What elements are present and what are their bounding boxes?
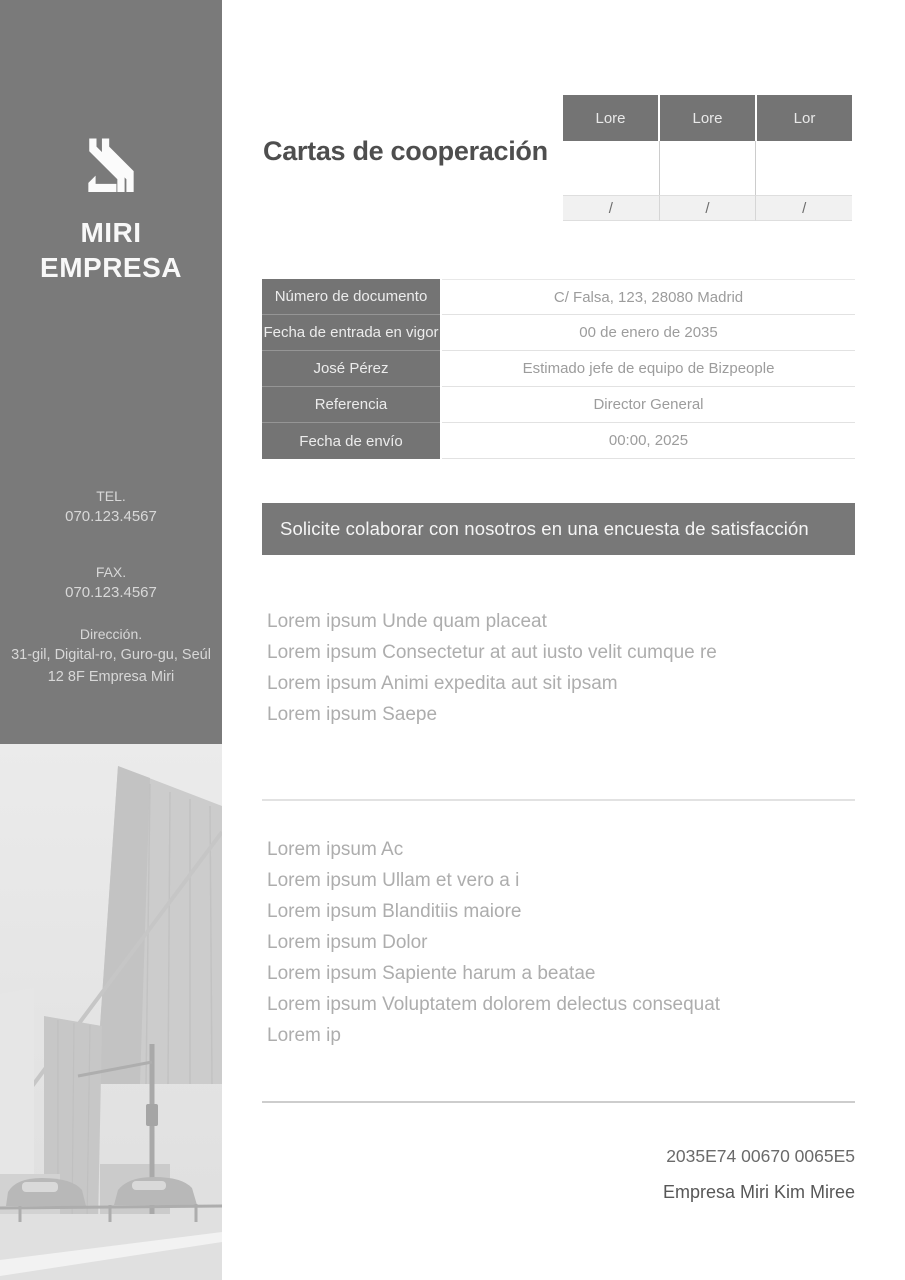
contact-address bbox=[0, 624, 222, 688]
sidebar bbox=[0, 0, 222, 1280]
mini-table-footer-cell: / bbox=[563, 195, 659, 221]
list-item: Lorem ipsum Dolor bbox=[267, 932, 428, 953]
list-item: Lorem ipsum Consectetur at aut iusto velit cumque re bbox=[267, 642, 717, 663]
mini-table-body-cell bbox=[563, 141, 659, 195]
info-value: C/ Falsa, 123, 28080 Madrid bbox=[442, 279, 855, 315]
list-item: Lorem ip bbox=[267, 1025, 341, 1046]
info-value: Director General bbox=[442, 387, 855, 423]
mini-table-body-row bbox=[563, 141, 852, 195]
list-item: Lorem ipsum Voluptatem dolorem delectus consequat bbox=[267, 994, 721, 1015]
fax-label: FAX. bbox=[95, 564, 127, 580]
tel-value: 070.123.4567 bbox=[65, 508, 157, 525]
info-label: Referencia bbox=[262, 387, 440, 423]
divider bbox=[262, 799, 855, 801]
table-row bbox=[262, 387, 855, 423]
company-name-line1: MIRI bbox=[80, 217, 142, 248]
address-line1: 31-gil, Digital-ro, Guro-gu, Seúl bbox=[11, 647, 211, 663]
info-label: Fecha de envío bbox=[262, 423, 440, 459]
list-item: Lorem ipsum Ac bbox=[267, 839, 404, 860]
miri-logo-icon bbox=[82, 138, 140, 197]
page-title: Cartas de cooperación bbox=[263, 136, 548, 166]
info-label: Número de documento bbox=[262, 279, 440, 315]
mini-table-footer-row bbox=[563, 195, 852, 221]
contact-tel bbox=[0, 486, 222, 527]
tel-label: TEL. bbox=[96, 488, 126, 504]
survey-banner: Solicite colaborar con nosotros en una encuesta de satisfacción bbox=[262, 503, 855, 555]
lorem-list-1 bbox=[267, 606, 717, 730]
mini-table bbox=[563, 95, 852, 221]
mini-table-header-row bbox=[563, 95, 852, 141]
address-line2: 12 8F Empresa Miri bbox=[47, 669, 175, 685]
table-row bbox=[262, 279, 855, 315]
mini-table-body-cell bbox=[659, 141, 756, 195]
list-item: Lorem ipsum Ullam et vero a i bbox=[267, 870, 520, 891]
mini-table-header-cell: Lor bbox=[755, 95, 852, 141]
info-label: José Pérez bbox=[262, 351, 440, 387]
company-name-line2: EMPRESA bbox=[40, 252, 182, 283]
company-name bbox=[0, 215, 222, 285]
lorem-list-2 bbox=[267, 834, 720, 1051]
list-item: Lorem ipsum Animi expedita aut sit ipsam bbox=[267, 673, 618, 694]
info-value: 00:00, 2025 bbox=[442, 423, 855, 459]
divider bbox=[262, 1101, 855, 1103]
info-value: 00 de enero de 2035 bbox=[442, 315, 855, 351]
building-photo bbox=[0, 744, 222, 1280]
mini-table-header-cell: Lore bbox=[658, 95, 755, 141]
table-row bbox=[262, 423, 855, 459]
mini-table-footer-cell: / bbox=[755, 195, 852, 221]
address-label: Dirección. bbox=[79, 626, 143, 642]
mini-table-body-cell bbox=[755, 141, 852, 195]
logo-block bbox=[0, 138, 222, 285]
info-value: Estimado jefe de equipo de Bizpeople bbox=[442, 351, 855, 387]
list-item: Lorem ipsum Sapiente harum a beatae bbox=[267, 963, 596, 984]
fax-value: 070.123.4567 bbox=[65, 584, 157, 601]
mini-table-header-cell: Lore bbox=[563, 95, 658, 141]
table-row bbox=[262, 351, 855, 387]
footer-company-name: Empresa Miri Kim Miree bbox=[662, 1182, 855, 1202]
document-code: 2035E74 00670 0065E5 bbox=[666, 1146, 855, 1166]
list-item: Lorem ipsum Unde quam placeat bbox=[267, 611, 547, 632]
table-row bbox=[262, 315, 855, 351]
info-table bbox=[262, 279, 855, 459]
list-item: Lorem ipsum Saepe bbox=[267, 704, 438, 725]
info-label: Fecha de entrada en vigor bbox=[262, 315, 440, 351]
contact-fax bbox=[0, 562, 222, 603]
mini-table-footer-cell: / bbox=[659, 195, 756, 221]
list-item: Lorem ipsum Blanditiis maiore bbox=[267, 901, 522, 922]
